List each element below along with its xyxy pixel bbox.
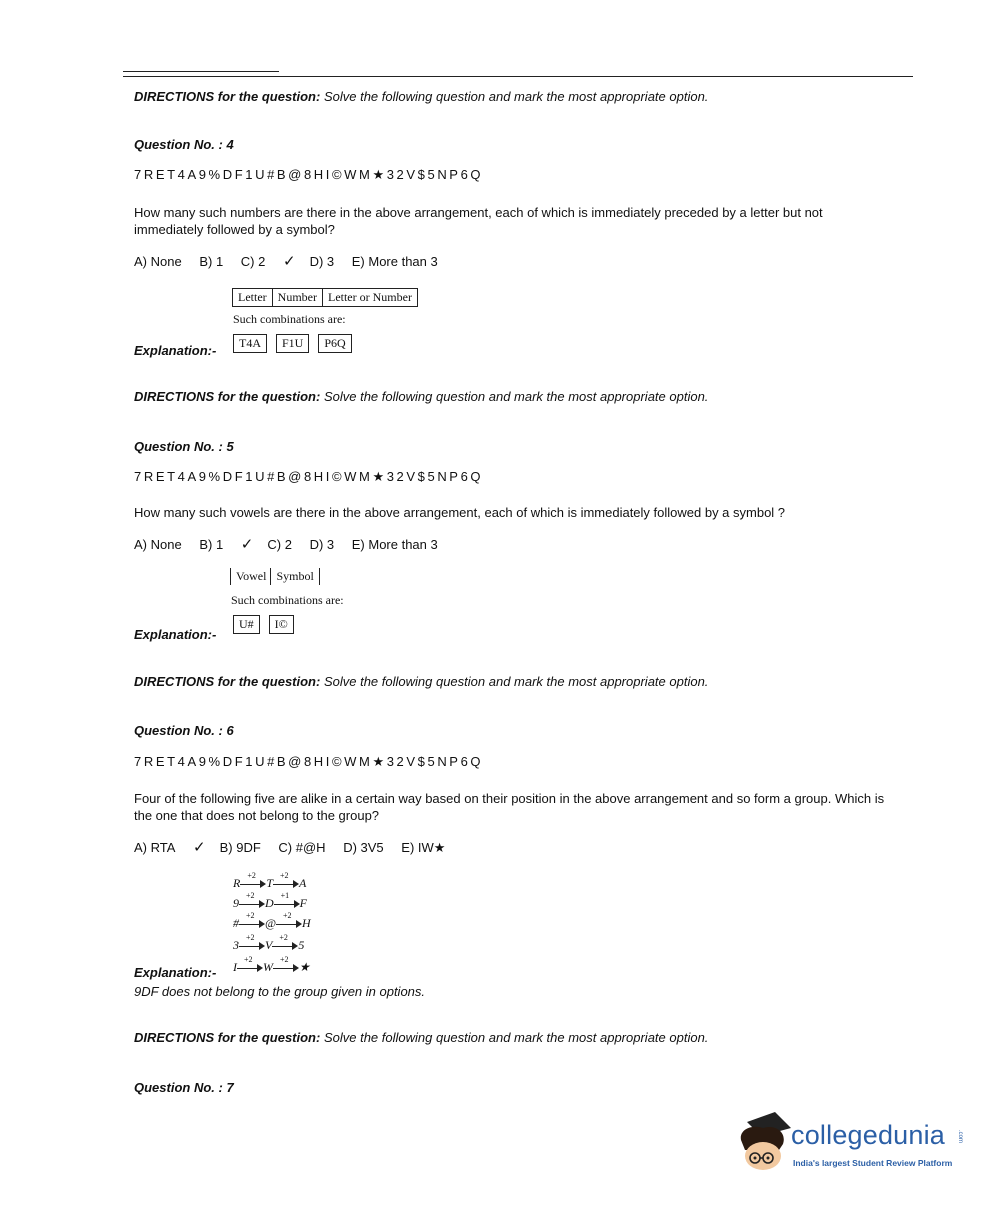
option-a: A) None — [134, 254, 182, 269]
arrow-icon: +2 — [273, 963, 299, 973]
header-letter-or-number: Letter or Number — [322, 288, 418, 307]
question-4-explanation-label: Explanation:- — [134, 343, 217, 358]
question-4-number: Question No. : 4 — [134, 137, 234, 152]
header-rule-short — [123, 71, 279, 72]
question-4-options — [134, 252, 452, 270]
question-6-number: Question No. : 6 — [134, 723, 234, 738]
question-5-header-row — [231, 568, 320, 585]
arrow-row: 3 +2 V +2 5 — [233, 933, 305, 952]
question-6-note: 9DF does not belong to the group given in options. — [134, 984, 426, 999]
option-e: E) More than 3 — [351, 254, 438, 269]
combo-box: T4A — [233, 334, 267, 353]
header-vowel: Vowel — [230, 568, 271, 585]
header-rule-long — [123, 76, 913, 77]
question-5-sequence: 7RET4A9%DF1U#B@8HI©WM★32V$5NP6Q — [134, 469, 484, 484]
option-a: A) RTA — [134, 840, 176, 855]
question-4-text: How many such numbers are there in the above arrangement, each of which is immediately preceded by a letter but not immediately followed by a symbol? — [134, 205, 823, 237]
header-letter: Letter — [232, 288, 273, 307]
directions-3: DIRECTIONS for the question: Solve the following question and mark the most appropriate option. — [134, 674, 709, 689]
arrow-row: R +2 T +2 A — [233, 871, 307, 890]
combo-box: F1U — [276, 334, 309, 353]
arrow-icon: +2 — [272, 941, 298, 951]
directions-4: DIRECTIONS for the question: Solve the following question and mark the most appropriate option. — [134, 1030, 709, 1045]
arrow-row: I +2 W +2 ★ — [233, 955, 310, 974]
arrow-icon: +2 — [239, 919, 265, 929]
option-e: E) IW★ — [401, 840, 446, 855]
logo-suffix: .com — [957, 1130, 963, 1144]
checkmark-icon: ✓ — [193, 839, 206, 856]
arrow-icon: +2 — [239, 899, 265, 909]
question-5-text: How many such vowels are there in the above arrangement, each of which is immediately followed by a symbol ? — [134, 505, 786, 520]
header-number: Number — [272, 288, 323, 307]
option-b: B) 1 — [199, 537, 224, 552]
question-5-number: Question No. : 5 — [134, 439, 234, 454]
option-e: E) More than 3 — [351, 537, 438, 552]
checkmark-icon: ✓ — [240, 536, 254, 553]
option-b: B) 9DF — [219, 840, 261, 855]
question-5-explanation-label: Explanation:- — [134, 627, 217, 642]
logo-wordmark: collegedunia — [791, 1120, 946, 1150]
header-symbol: Symbol — [270, 568, 319, 585]
option-a: A) None — [134, 537, 182, 552]
arrow-icon: +2 — [276, 919, 302, 929]
option-d: D) 3V5 — [343, 840, 384, 855]
combo-box: I© — [269, 615, 294, 634]
arrow-icon: +2 — [239, 941, 265, 951]
option-b: B) 1 — [199, 254, 224, 269]
question-4-header-row — [233, 288, 418, 307]
checkmark-icon: ✓ — [282, 253, 296, 270]
arrow-icon: +2 — [240, 879, 266, 889]
question-5-options — [134, 535, 452, 553]
option-d: D) 3 — [309, 537, 335, 552]
arrow-icon: +2 — [237, 963, 263, 973]
logo-tagline: India's largest Student Review Platform — [793, 1158, 953, 1168]
option-c: C) 2 — [267, 537, 292, 552]
arrow-icon: +1 — [274, 899, 300, 909]
question-5-combos — [233, 615, 303, 634]
question-4-sequence: 7RET4A9%DF1U#B@8HI©WM★32V$5NP6Q — [134, 167, 484, 182]
directions-2: DIRECTIONS for the question: Solve the following question and mark the most appropriate option. — [134, 389, 709, 404]
question-6-explanation-label: Explanation:- — [134, 965, 217, 980]
arrow-row: # +2 @ +2 H — [233, 911, 311, 930]
question-7-number: Question No. : 7 — [134, 1080, 234, 1095]
arrow-row: 9 +2 D +1 F — [233, 891, 308, 910]
arrow-icon: +2 — [273, 879, 299, 889]
mascot-icon — [735, 1110, 795, 1180]
question-4-combos-label: Such combinations are: — [233, 312, 346, 326]
question-6-sequence: 7RET4A9%DF1U#B@8HI©WM★32V$5NP6Q — [134, 754, 484, 769]
question-5-combos-label: Such combinations are: — [231, 593, 344, 607]
question-6-options — [134, 838, 459, 856]
option-c: C) #@H — [278, 840, 326, 855]
option-c: C) 2 — [240, 254, 266, 269]
collegedunia-logo — [735, 1110, 965, 1180]
question-4-combos — [233, 334, 361, 353]
combo-box: P6Q — [318, 334, 351, 353]
combo-box: U# — [233, 615, 260, 634]
directions-1: DIRECTIONS for the question: Solve the following question and mark the most appropriate option. — [134, 89, 709, 104]
option-d: D) 3 — [309, 254, 335, 269]
question-6-text: Four of the following five are alike in a certain way based on their position in the above arrangement and so form a group. Which is the one that does not belong to the group? — [134, 791, 885, 823]
